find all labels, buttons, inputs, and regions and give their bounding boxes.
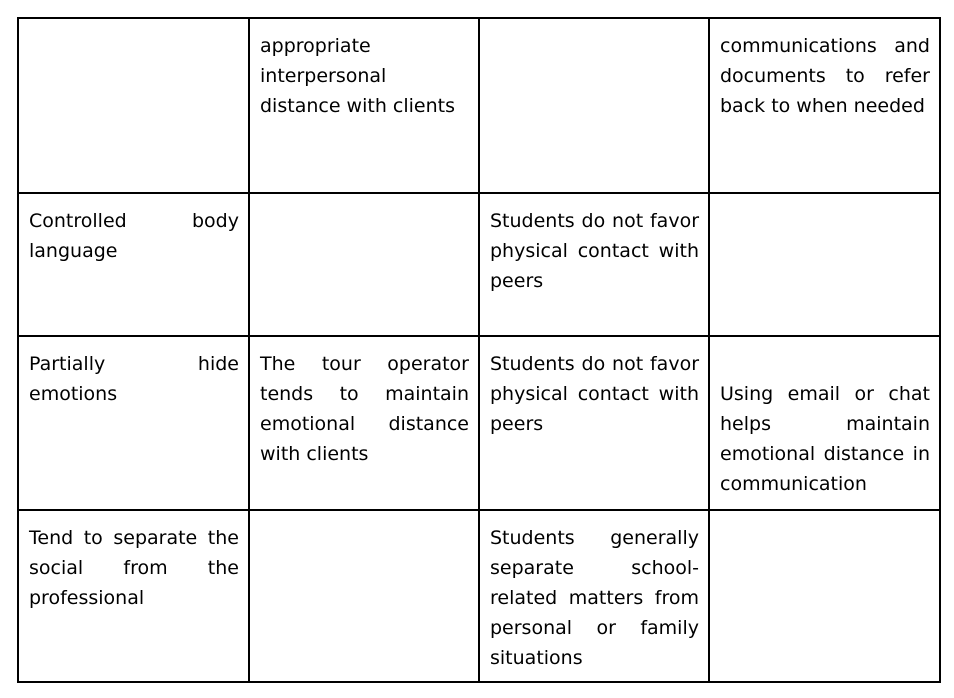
cell-text: Tend to separate the social from the professional [29, 527, 239, 609]
table-cell [249, 18, 479, 193]
cell-text: Students generally separate school-related matters from personal or family situations [490, 527, 699, 669]
cell-text: Using email or chat helps maintain emotional distance in communication [720, 383, 930, 495]
table-row [18, 18, 940, 193]
table-row [18, 193, 940, 336]
table-cell [18, 510, 249, 682]
cell-text: Students do not favor physical contact with peers [490, 210, 699, 292]
table-cell [249, 193, 479, 336]
table-cell [249, 510, 479, 682]
table-row [18, 510, 940, 682]
table-cell [709, 510, 940, 682]
table-cell [249, 336, 479, 510]
table-cell [479, 336, 709, 510]
table-row [18, 336, 940, 510]
table-cell [479, 18, 709, 193]
table-cell [18, 336, 249, 510]
cell-text: appropriate interpersonal distance with clients [260, 35, 455, 117]
table-cell [709, 336, 940, 510]
cell-text: Partially hide emotions [29, 353, 239, 405]
cell-text: communications and documents to refer back to when needed [720, 35, 930, 117]
cell-text: The tour operator tends to maintain emotional distance with clients [260, 353, 469, 465]
table-cell [18, 18, 249, 193]
cell-text: Students do not favor physical contact with peers [490, 353, 699, 435]
table-cell [479, 510, 709, 682]
table-cell [479, 193, 709, 336]
table-cell [709, 193, 940, 336]
comparison-table [17, 17, 941, 683]
cell-text: Controlled body language [29, 210, 239, 262]
table-cell [18, 193, 249, 336]
table-cell [709, 18, 940, 193]
